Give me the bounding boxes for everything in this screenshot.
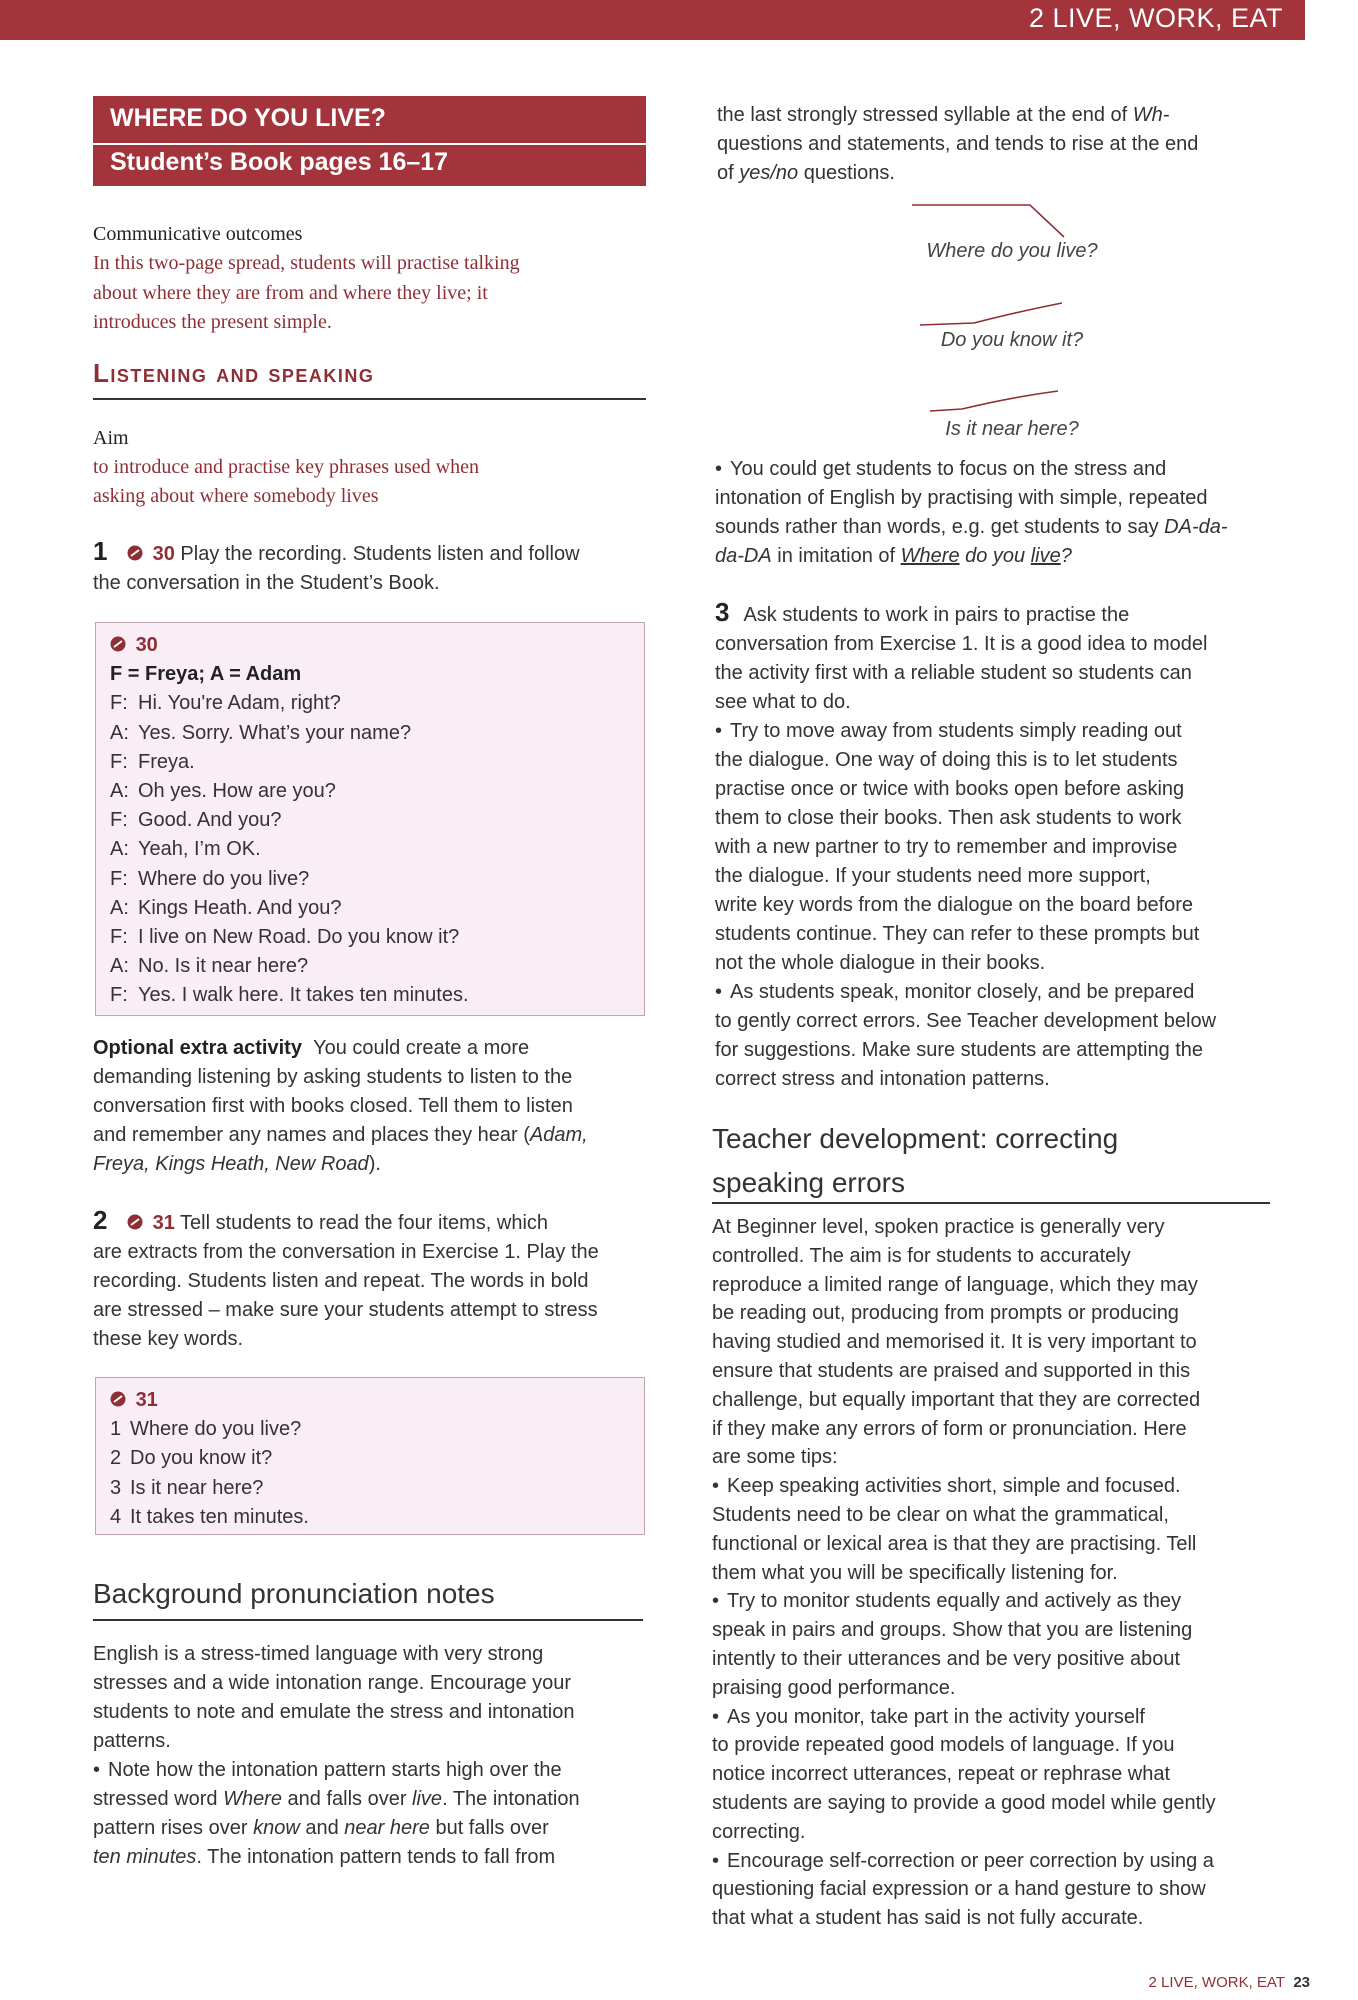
body-text: having studied and memorised it. It is very important to — [712, 1331, 1197, 1354]
page-number: 23 — [1293, 1974, 1310, 1991]
optional-text: ). — [368, 1153, 381, 1175]
outcomes-block — [93, 220, 646, 338]
bullet-icon: • — [712, 1705, 720, 1728]
body-text: questioning facial expression or a hand gesture to show — [712, 1878, 1206, 1901]
exercise-text: the activity first with a reliable student so students can — [715, 662, 1192, 684]
utterance: Where do you live? — [138, 867, 310, 890]
intonation-rise-arrow — [920, 303, 1062, 325]
body-text: them what you will be specifically listening for. — [712, 1561, 1118, 1584]
script-item — [110, 1474, 309, 1503]
intonation-fall-arrow — [912, 205, 1064, 237]
item-number: 4 — [110, 1505, 122, 1528]
audio-icon — [110, 1391, 126, 1407]
intonation-example: Do you know it? — [940, 329, 1084, 351]
track-number: 30 — [135, 634, 158, 656]
aim-text — [93, 453, 646, 511]
stressed-word: live — [1030, 545, 1061, 567]
speaker: F: — [110, 867, 128, 890]
optional-text-italic: Adam, — [529, 1124, 588, 1146]
exercise-text: not the whole dialogue in their books. — [715, 952, 1046, 974]
outcomes-text — [93, 249, 646, 338]
body-text: in imitation of — [771, 545, 901, 567]
body-text: Keep speaking activities short, simple and focused. — [727, 1475, 1181, 1498]
lesson-header — [93, 96, 646, 186]
page-footer — [1149, 1974, 1310, 1991]
script-line — [110, 806, 469, 835]
script-line — [110, 777, 469, 806]
aim-line: to introduce and practise key phrases used when — [93, 456, 479, 478]
speaker-key: F = Freya; A = Adam — [110, 663, 302, 686]
track-number: 31 — [152, 1212, 175, 1234]
body-text: of — [717, 162, 740, 184]
body-text: Try to monitor students equally and actively as they — [727, 1590, 1181, 1613]
exercise-text: practise once or twice with books open before asking — [715, 778, 1185, 800]
aim-line: asking about where somebody lives — [93, 485, 379, 507]
outcomes-line: introduces the present simple. — [93, 311, 332, 333]
section-rule — [93, 1619, 643, 1621]
optional-text-italic: Freya, Kings Heath, New Road — [93, 1153, 369, 1175]
body-text: controlled. The aim is for students to accurately — [712, 1244, 1131, 1267]
exercise-1 — [93, 537, 646, 598]
bullet-icon: • — [712, 1590, 720, 1613]
speaker: A: — [110, 955, 129, 978]
audio-icon — [127, 545, 143, 561]
background-text: stresses and a wide intonation range. Encourage your — [93, 1672, 572, 1694]
exercise-text: conversation from Exercise 1. It is a good idea to model — [715, 633, 1208, 655]
script-line — [110, 894, 469, 923]
body-text: speak in pairs and groups. Show that you are listening — [712, 1619, 1193, 1642]
exercise-text: students continue. They can refer to these prompts but — [715, 923, 1200, 945]
background-text: . The intonation pattern tends to fall from — [196, 1846, 556, 1868]
body-text: questions. — [798, 162, 895, 184]
bullet-icon: • — [712, 1475, 720, 1498]
item-number: 3 — [110, 1476, 122, 1499]
optional-label: Optional extra activity — [93, 1037, 302, 1059]
body-text: challenge, but equally important that they are corrected — [712, 1388, 1201, 1411]
speaker: A: — [110, 896, 129, 919]
body-text: ensure that students are praised and supported in this — [712, 1359, 1191, 1382]
teacher-dev-heading-line: Teacher development: correcting — [712, 1123, 1119, 1154]
footer-section: 2 LIVE, WORK, EAT — [1148, 1974, 1285, 1991]
intonation-rise-arrow — [930, 391, 1058, 411]
section-rule — [712, 1202, 1270, 1204]
body-text: the last strongly stressed syllable at the end of — [717, 104, 1133, 126]
optional-text: conversation first with books closed. Tell them to listen — [93, 1095, 573, 1117]
utterance: I live on New Road. Do you know it? — [138, 926, 460, 949]
optional-text: and remember any names and places they hear ( — [93, 1124, 530, 1146]
background-text: Note how the intonation pattern starts high over the — [108, 1759, 562, 1781]
speaker: F: — [110, 750, 128, 773]
bullet-icon: • — [93, 1759, 101, 1781]
speaker: A: — [110, 780, 129, 803]
script-line — [110, 923, 469, 952]
audioscript-31 — [95, 1377, 645, 1535]
body-text: notice incorrect utterances, repeat or rephrase what — [712, 1763, 1171, 1786]
body-text: if they make any errors of form or pronunciation. Here — [712, 1417, 1187, 1440]
optional-text: demanding listening by asking students to listen to the — [93, 1066, 573, 1088]
speaker: F: — [110, 692, 128, 715]
item-number: 2 — [110, 1447, 122, 1470]
aim-label: Aim — [93, 427, 129, 449]
exercise-text: the dialogue. If your students need more support, — [715, 865, 1151, 887]
body-text: sounds rather than words, e.g. get students to say — [715, 516, 1165, 538]
utterance: Yes. I walk here. It takes ten minutes. — [138, 984, 469, 1007]
body-text: that what a student has said is not fully accurate. — [712, 1907, 1144, 1930]
body-text: As you monitor, take part in the activity yourself — [727, 1705, 1145, 1728]
body-text: You could get students to focus on the stress and — [730, 458, 1167, 480]
aim-block — [93, 424, 646, 511]
body-text: reproduce a limited range of language, which they may — [712, 1273, 1198, 1296]
bullet-icon: • — [712, 1849, 720, 1872]
background-text-italic: live — [412, 1788, 443, 1810]
background-text: English is a stress-timed language with very strong — [93, 1643, 544, 1665]
script-line — [110, 981, 469, 1010]
background-text: pattern rises over — [93, 1817, 254, 1839]
teacher-dev-heading-line: speaking errors — [712, 1167, 905, 1198]
background-text-italic: near here — [344, 1817, 430, 1839]
exercise-text: the conversation in the Student’s Book. — [93, 572, 440, 594]
body-text: functional or lexical area is that they are practising. Tell — [712, 1532, 1197, 1555]
exercise-text: Tell students to read the four items, which — [180, 1212, 549, 1234]
script-item — [110, 1503, 309, 1532]
background-heading: Background pronunciation notes — [93, 1578, 495, 1609]
exercise-text: are extracts from the conversation in Exercise 1. Play the — [93, 1241, 599, 1263]
script-line — [110, 748, 469, 777]
outcomes-label: Communicative outcomes — [93, 223, 303, 245]
audio-icon — [110, 636, 126, 652]
speaker: F: — [110, 926, 128, 949]
exercise-text: with a new partner to try to remember and improvise — [715, 836, 1178, 858]
speaker: A: — [110, 838, 129, 861]
body-text: be reading out, producing from prompts or producing — [712, 1302, 1179, 1325]
background-text: . The intonation — [442, 1788, 580, 1810]
exercise-text: recording. Students listen and repeat. The words in bold — [93, 1270, 589, 1292]
lesson-pages: Student’s Book pages 16–17 — [110, 148, 449, 176]
body-text: intently to their utterances and be very positive about — [712, 1647, 1181, 1670]
utterance: Kings Heath. And you? — [138, 896, 342, 919]
utterance: Freya. — [138, 750, 195, 773]
body-text: students are saying to provide a good model while gently — [712, 1791, 1216, 1814]
header-divider — [93, 143, 646, 145]
utterance: Yeah, I’m OK. — [138, 838, 261, 861]
exercise-number: 1 — [93, 536, 108, 566]
track-number: 30 — [152, 543, 175, 565]
exercise-number: 2 — [93, 1205, 108, 1235]
body-text: to provide repeated good models of language. If you — [712, 1734, 1175, 1757]
exercise-text: for suggestions. Make sure students are attempting the — [715, 1039, 1204, 1061]
item-text: It takes ten minutes. — [130, 1505, 309, 1528]
intonation-example: Where do you live? — [926, 240, 1098, 262]
bullet-icon: • — [715, 458, 723, 480]
stress-tip — [715, 455, 1275, 571]
exercise-2 — [93, 1206, 646, 1354]
background-text: students to note and emulate the stress and intonation — [93, 1701, 575, 1723]
background-text: and falls over — [281, 1788, 413, 1810]
body-text: are some tips: — [712, 1446, 838, 1469]
item-text: Where do you live? — [130, 1418, 302, 1441]
background-text: patterns. — [93, 1730, 171, 1752]
body-text-italic: yes/no — [739, 162, 799, 184]
item-number: 1 — [110, 1418, 122, 1441]
exercise-text: are stressed – make sure your students attempt to stress — [93, 1299, 598, 1321]
utterance: No. Is it near here? — [138, 955, 309, 978]
body-text-italic: do you — [959, 545, 1031, 567]
intonation-example: Is it near here? — [945, 418, 1079, 440]
exercise-text: these key words. — [93, 1328, 244, 1350]
body-text-italic: ? — [1060, 545, 1072, 567]
body-text-italic: Wh- — [1132, 104, 1170, 126]
background-body — [93, 1640, 646, 1872]
body-text: Students need to be clear on what the grammatical, — [712, 1503, 1169, 1526]
body-text-italic: da-DA — [715, 545, 772, 567]
utterance: Hi. You're Adam, right? — [138, 692, 341, 715]
body-text: At Beginner level, spoken practice is generally very — [712, 1216, 1165, 1238]
script-line — [110, 719, 469, 748]
audioscript-30 — [95, 622, 645, 1016]
bullet-icon: • — [715, 981, 723, 1003]
intonation-intro — [717, 101, 1277, 188]
item-text: Do you know it? — [130, 1447, 273, 1470]
body-text: correcting. — [712, 1820, 806, 1843]
track-number: 31 — [135, 1389, 158, 1411]
script-line — [110, 865, 469, 894]
outcomes-line: about where they are from and where they live; it — [93, 281, 488, 304]
section-heading-listening: Listening and speaking — [93, 358, 375, 388]
stressed-word: Where — [900, 545, 960, 567]
section-rule — [93, 398, 646, 400]
exercise-text: see what to do. — [715, 691, 851, 713]
body-text: praising good performance. — [712, 1676, 956, 1699]
optional-text: You could create a more — [313, 1037, 530, 1059]
exercise-text: Play the recording. Students listen and follow — [180, 543, 580, 565]
teacher-dev-body — [712, 1213, 1277, 1933]
optional-activity — [93, 1034, 646, 1179]
exercise-text: Ask students to work in pairs to practise the — [743, 604, 1130, 626]
background-text-italic: Where — [223, 1788, 282, 1810]
exercise-text: correct stress and intonation patterns. — [715, 1068, 1050, 1090]
script-line — [110, 952, 469, 981]
script-line — [110, 835, 469, 864]
speaker: F: — [110, 809, 128, 832]
exercise-number: 3 — [715, 597, 730, 627]
bullet-icon: • — [715, 720, 723, 742]
speaker: A: — [110, 721, 129, 744]
exercise-text: As students speak, monitor closely, and be prepared — [730, 981, 1195, 1003]
body-text-italic: DA-da- — [1164, 516, 1228, 538]
lesson-title: WHERE DO YOU LIVE? — [110, 104, 386, 132]
background-text-italic: ten minutes — [93, 1846, 197, 1868]
speaker: F: — [110, 984, 128, 1007]
exercise-text: to gently correct errors. See Teacher development below — [715, 1010, 1217, 1032]
running-head-bar — [0, 0, 1305, 40]
body-text: Encourage self-correction or peer correction by using a — [727, 1849, 1214, 1872]
teacher-dev-heading — [712, 1117, 1118, 1205]
script-item — [110, 1415, 309, 1444]
background-text: stressed word — [93, 1788, 224, 1810]
body-text: questions and statements, and tends to rise at the end — [717, 133, 1199, 155]
script-line — [110, 689, 469, 718]
exercise-text: the dialogue. One way of doing this is to let students — [715, 749, 1178, 771]
background-text: and — [299, 1817, 345, 1839]
item-text: Is it near here? — [130, 1476, 264, 1499]
utterance: Good. And you? — [138, 809, 282, 832]
audio-icon — [127, 1214, 143, 1230]
utterance: Yes. Sorry. What’s your name? — [138, 721, 412, 744]
exercise-text: them to close their books. Then ask students to work — [715, 807, 1182, 829]
outcomes-line: In this two-page spread, students will practise talking — [93, 252, 520, 274]
body-text: intonation of English by practising with simple, repeated — [715, 487, 1208, 509]
exercise-text: write key words from the dialogue on the board before — [715, 894, 1194, 916]
utterance: Oh yes. How are you? — [138, 780, 336, 803]
exercise-text: Try to move away from students simply reading out — [730, 720, 1182, 742]
background-text-italic: know — [253, 1817, 300, 1839]
background-text: but falls over — [429, 1817, 549, 1839]
script-item — [110, 1444, 309, 1473]
exercise-3 — [715, 598, 1275, 1094]
running-head-title: 2 LIVE, WORK, EAT — [1028, 3, 1283, 33]
intonation-diagram — [712, 195, 1272, 445]
